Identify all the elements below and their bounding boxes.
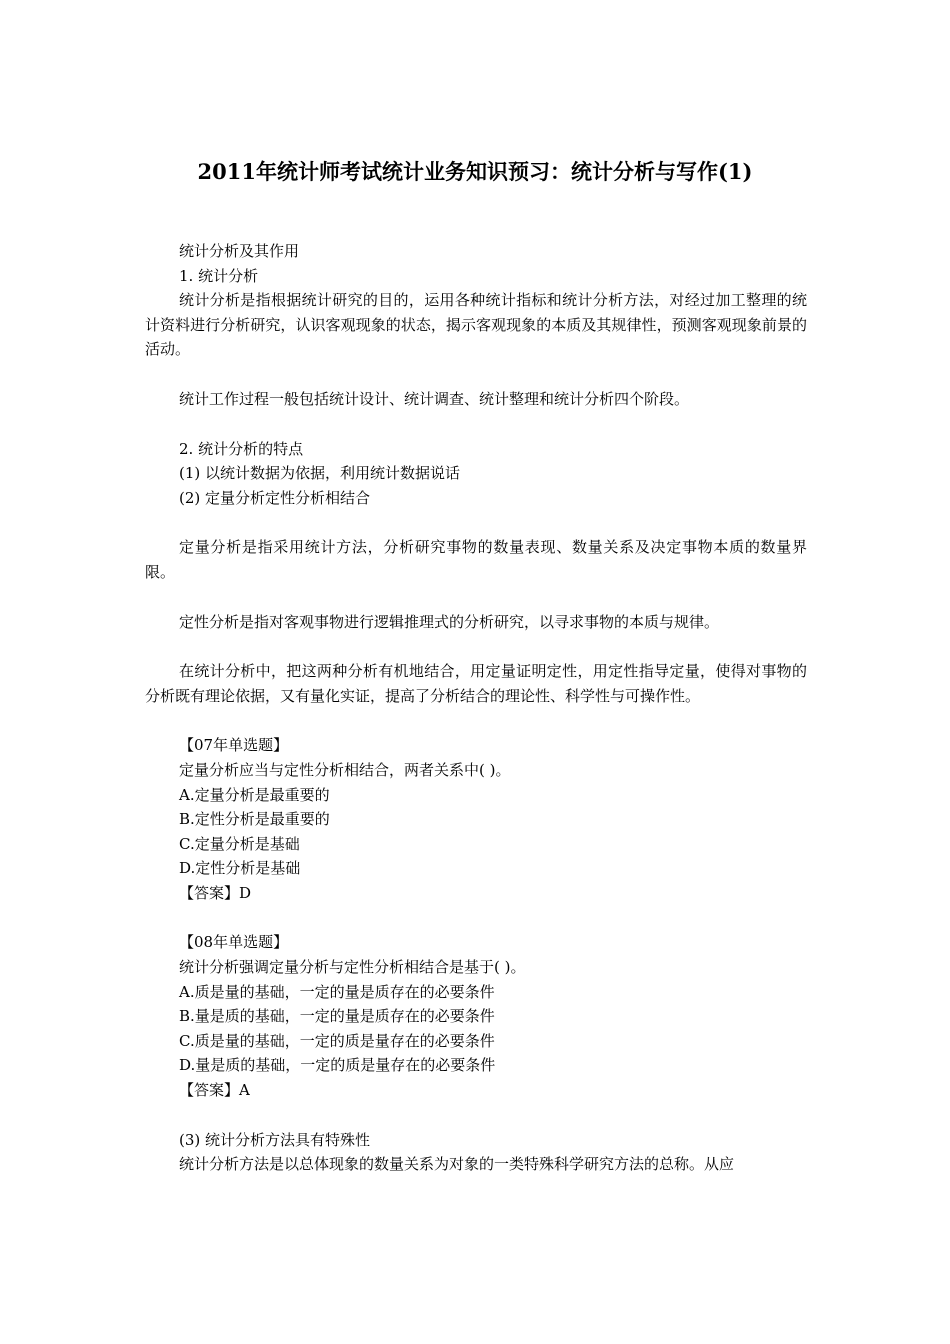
- paragraph-spacer: [145, 1103, 807, 1128]
- paragraph: 统计分析方法是以总体现象的数量关系为对象的一类特殊科学研究方法的总称。从应: [179, 1155, 735, 1174]
- paragraph: B.定性分析是最重要的: [179, 810, 330, 829]
- paragraph: B.量是质的基础，一定的量是质存在的必要条件: [179, 1007, 495, 1026]
- paragraph: 统计分析强调定量分析与定性分析相结合是基于( )。: [179, 958, 526, 977]
- paragraph: 【答案】D: [179, 883, 252, 902]
- paragraph: 定量分析是指采用统计方法，分析研究事物的数量表现、数量关系及决定事物本质的数量界限。: [145, 538, 807, 581]
- paragraph-spacer: [145, 362, 807, 387]
- paragraph: 统计分析及其作用: [179, 242, 300, 260]
- paragraph: 定量分析应当与定性分析相结合，两者关系中( )。: [179, 760, 511, 779]
- paragraph-spacer: [145, 585, 807, 610]
- paragraph-spacer: [145, 634, 807, 659]
- document-title: 2011年统计师考试统计业务知识预习：统计分析与写作(1): [197, 159, 753, 184]
- paragraph: C.定量分析是基础: [179, 834, 300, 853]
- paragraph: D.定性分析是基础: [179, 859, 301, 878]
- paragraph: A.质是量的基础，一定的量是质存在的必要条件: [179, 982, 495, 1001]
- paragraph: (1) 以统计数据为依据，利用统计数据说话: [179, 464, 461, 483]
- paragraph: 在统计分析中，把这两种分析有机地结合，用定量证明定性，用定性指导定量，使得对事物的分析既有理论依据，又有量化实证，提高了分析结合的理论性、科学性与可操作性。: [145, 662, 807, 705]
- paragraph: 1. 统计分析: [179, 266, 259, 285]
- paragraph: D.量是质的基础，一定的质是量存在的必要条件: [179, 1056, 496, 1075]
- paragraph: 统计分析是指根据统计研究的目的，运用各种统计指标和统计分析方法，对经过加工整理的统计资料进行分析研究，认识客观现象的状态，揭示客观现象的本质及其规律性，预测客观现象前景的活动。: [145, 291, 807, 359]
- paragraph: 【答案】A: [179, 1081, 250, 1100]
- paragraph: C.质是量的基础，一定的质是量存在的必要条件: [179, 1031, 495, 1050]
- paragraph: 【07年单选题】: [179, 736, 289, 755]
- paragraph: 2. 统计分析的特点: [179, 439, 304, 458]
- paragraph: (3) 统计分析方法具有特殊性: [179, 1130, 371, 1149]
- paragraph: (2) 定量分析定性分析相结合: [179, 488, 371, 507]
- paragraph: A.定量分析是最重要的: [179, 785, 330, 804]
- paragraph: 定性分析是指对客观事物进行逻辑推理式的分析研究，以寻求事物的本质与规律。: [179, 612, 720, 631]
- paragraph-spacer: [145, 412, 807, 437]
- paragraph-spacer: [145, 708, 807, 733]
- paragraph-spacer: [145, 905, 807, 930]
- paragraph: 【08年单选题】: [179, 933, 289, 952]
- document-body: [145, 239, 807, 1177]
- paragraph-spacer: [145, 510, 807, 535]
- paragraph: 统计工作过程一般包括统计设计、统计调查、统计整理和统计分析四个阶段。: [179, 389, 690, 408]
